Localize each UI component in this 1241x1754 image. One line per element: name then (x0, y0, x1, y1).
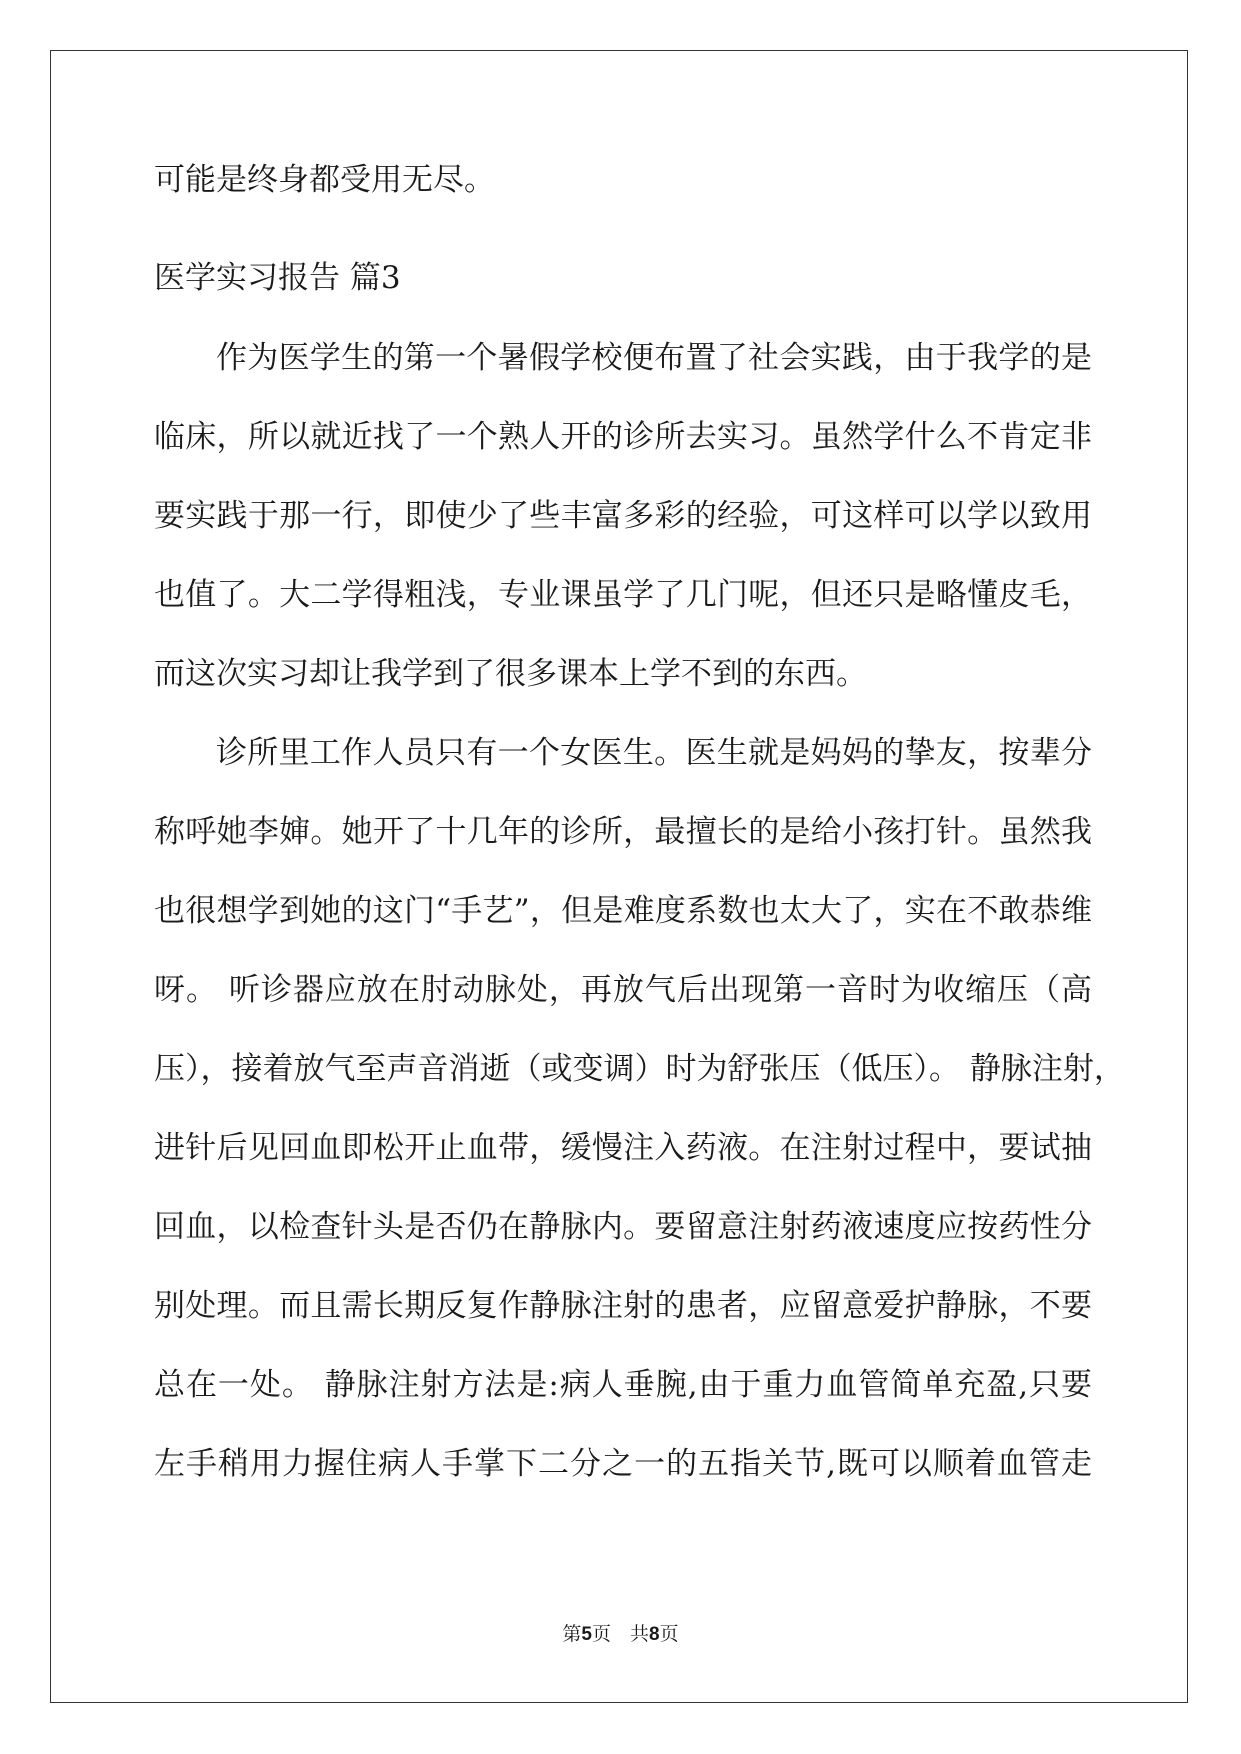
text-line: 诊所里工作人员只有一个女医生。医生就是妈妈的挚友，按辈分 (216, 735, 1092, 771)
text-line: 进针后见回血即松开止血带，缓慢注入药液。在注射过程中，要试抽 (154, 1130, 1092, 1166)
page-current: 5 (581, 1624, 592, 1645)
page-total: 8 (649, 1624, 660, 1645)
text-line: 别处理。而且需长期反复作静脉注射的患者，应留意爱护静脉，不要 (154, 1288, 1092, 1324)
page-prefix: 第 (562, 1623, 582, 1645)
text-line: 作为医学生的第一个暑假学校便布置了社会实践，由于我学的是 (216, 340, 1092, 376)
text-line: 左手稍用力握住病人手掌下二分之一的五指关节,既可以顺着血管走 (154, 1446, 1092, 1482)
text-line: 呀。 听诊器应放在肘动脉处，再放气后出现第一音时为收缩压（高 (154, 972, 1092, 1008)
text-line: 回血，以检查针头是否仍在静脉内。要留意注射药液速度应按药性分 (154, 1209, 1092, 1245)
text-line: 也很想学到她的这门“手艺”，但是难度系数也太大了，实在不敢恭维 (154, 893, 1092, 929)
text-line: 也值了。大二学得粗浅，专业课虽学了几门呢，但还只是略懂皮毛， (154, 577, 1092, 613)
page-suffix: 页 (659, 1623, 679, 1645)
text-line: 称呼她李婶。她开了十几年的诊所，最擅长的是给小孩打针。虽然我 (154, 814, 1092, 850)
page-mid: 页 共 (591, 1623, 649, 1645)
text-line: 总在一处。 静脉注射方法是:病人垂腕,由于重力血管简单充盈,只要 (154, 1367, 1092, 1403)
text-line: 压），接着放气至声音消逝（或变调）时为舒张压（低压）。 静脉注射， (154, 1051, 1125, 1087)
text-line: 而这次实习却让我学到了很多课本上学不到的东西。 (154, 656, 867, 692)
section-heading: 医学实习报告 篇3 (154, 260, 401, 296)
text-line: 临床，所以就近找了一个熟人开的诊所去实习。虽然学什么不肯定非 (154, 419, 1092, 455)
text-line: 要实践于那一行，即使少了些丰富多彩的经验，可这样可以学以致用 (154, 498, 1092, 534)
text-line: 可能是终身都受用无尽。 (154, 162, 495, 198)
page-footer (0, 1622, 1241, 1647)
